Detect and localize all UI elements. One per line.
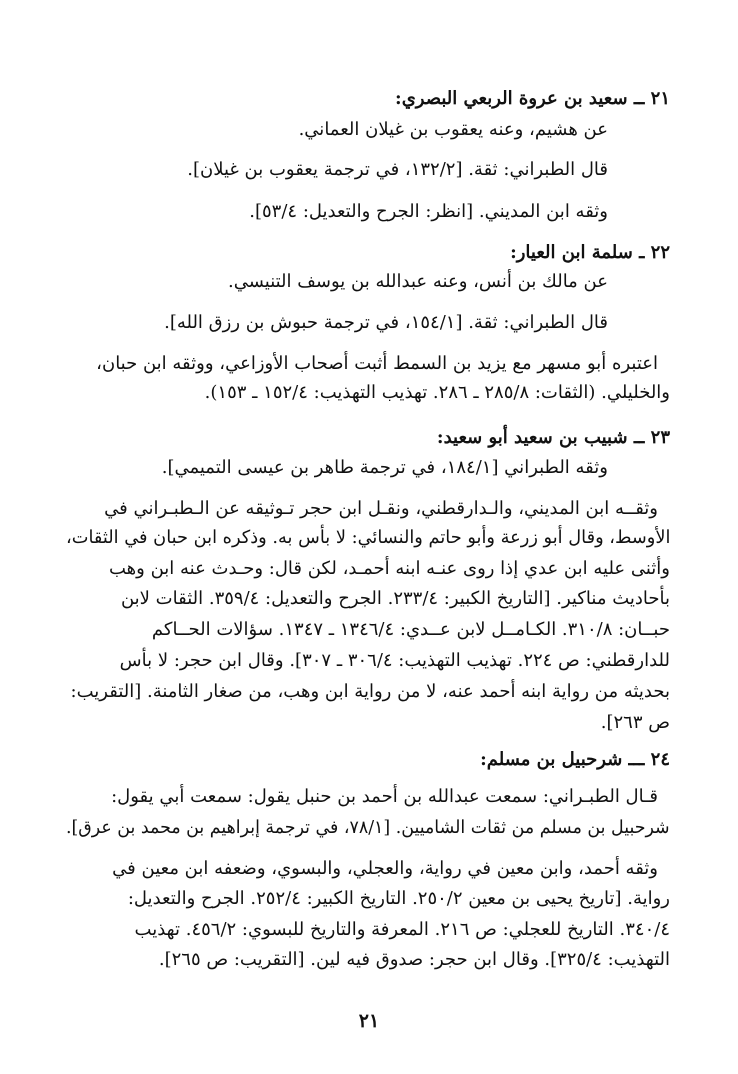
entry-24-line: شرحبيل بن مسلم من ثقات الشاميين. [٧٨/١، في ترجمة إبراهيم بن محمد بن عرق]. <box>66 817 670 838</box>
entry-23-line: للدارقطني: ص ٢٢٤. تهذيب التهذيب: ٣٠٦/٤ ـ ٣٠٧]. وقال ابن حجر: لا بأس <box>119 650 670 671</box>
entry-21-heading: ٢١ ــ سعيد بن عروة الربعي البصري: <box>395 88 670 109</box>
entry-22-line: عن مالك بن أنس، وعنه عبدالله بن يوسف التنيسي. <box>227 271 608 292</box>
entry-23-line: وثقه الطبراني [١٨٤/١، في ترجمة طاهر بن عيسى التميمي]. <box>161 457 608 478</box>
entry-24-line: التهذيب: ٣٢٥/٤]. وقال ابن حجر: صدوق فيه لين. [التقريب: ص ٢٦٥]. <box>158 949 670 970</box>
entry-23-line: وثقــه ابن المديني، والـدارقطني، ونقـل ابن حجر تـوثيقه عن الـطبـراني في <box>104 498 658 519</box>
entry-23-line: وأثنى عليه ابن عدي إذا روى عنـه ابنه أحمـد، لكن قال: وحـدث عنه ابن وهب <box>109 558 670 579</box>
entry-24-heading: ٢٤ ـــ شرحبيل بن مسلم: <box>480 749 670 770</box>
entry-23-line: حبــان: ٣١٠/٨. الكـامــل لابن عــدي: ١٣٤٦/٤ ـ ١٣٤٧. سؤالات الحــاكم <box>151 619 670 640</box>
entry-23-line: بأحاديث مناكير. [التاريخ الكبير: ٢٣٣/٤. الجرح والتعديل: ٣٥٩/٤. الثقات لابن <box>120 588 670 609</box>
entry-23-line: بحديثه من رواية ابنه أحمد عنه، لا من رواية ابن وهب، من صغار الثامنة. [التقريب: <box>70 681 670 702</box>
entry-22-line: قال الطبراني: ثقة. [١٥٤/١، في ترجمة حبوش بن رزق الله]. <box>164 312 608 333</box>
entry-23-line: الأوسط، وقال أبو زرعة وأبو حاتم والنسائي: لا بأس به. وذكره ابن حبان في الثقات، <box>65 527 670 548</box>
entry-21-line: قال الطبراني: ثقة. [١٣٢/٢، في ترجمة يعقوب بن غيلان]. <box>187 159 608 180</box>
entry-21-line: عن هشيم، وعنه يعقوب بن غيلان العماني. <box>298 119 608 140</box>
entry-24-line: وثقه أحمد، وابن معين في رواية، والعجلي، والبسوي، وضعفه ابن معين في <box>112 858 658 879</box>
entry-21-line: وثقه ابن المديني. [انظر: الجرح والتعديل: ٥٣/٤]. <box>249 201 608 222</box>
entry-23-line: ص ٢٦٣]. <box>600 712 670 733</box>
entry-24-line: رواية. [تاريخ يحيى بن معين ٢٥٠/٢. التاريخ الكبير: ٢٥٢/٤. الجرح والتعديل: <box>127 888 670 909</box>
entry-22-line: اعتبره أبو مسهر مع يزيد بن السمط أثبت أصحاب الأوزاعي، ووثقه ابن حبان، <box>96 353 658 374</box>
entry-23-heading: ٢٣ ــ شبيب بن سعيد أبو سعيد: <box>436 427 670 448</box>
entry-24-line: قـال الطبـراني: سمعت عبدالله بن أحمد بن حنبل يقول: سمعت أبي يقول: <box>111 786 658 807</box>
entry-22-line: والخليلي. (الثقات: ٢٨٥/٨ ـ ٢٨٦. تهذيب التهذيب: ١٥٢/٤ ـ ١٥٣). <box>204 382 670 403</box>
entry-22-heading: ٢٢ ـ سلمة ابن العيار: <box>510 242 670 263</box>
entry-24-line: ٣٤٠/٤. التاريخ للعجلي: ص ٢١٦. المعرفة والتاريخ للبسوي: ٤٥٦/٢. تهذيب <box>134 919 670 940</box>
page-number: ٢١ <box>358 1010 380 1032</box>
